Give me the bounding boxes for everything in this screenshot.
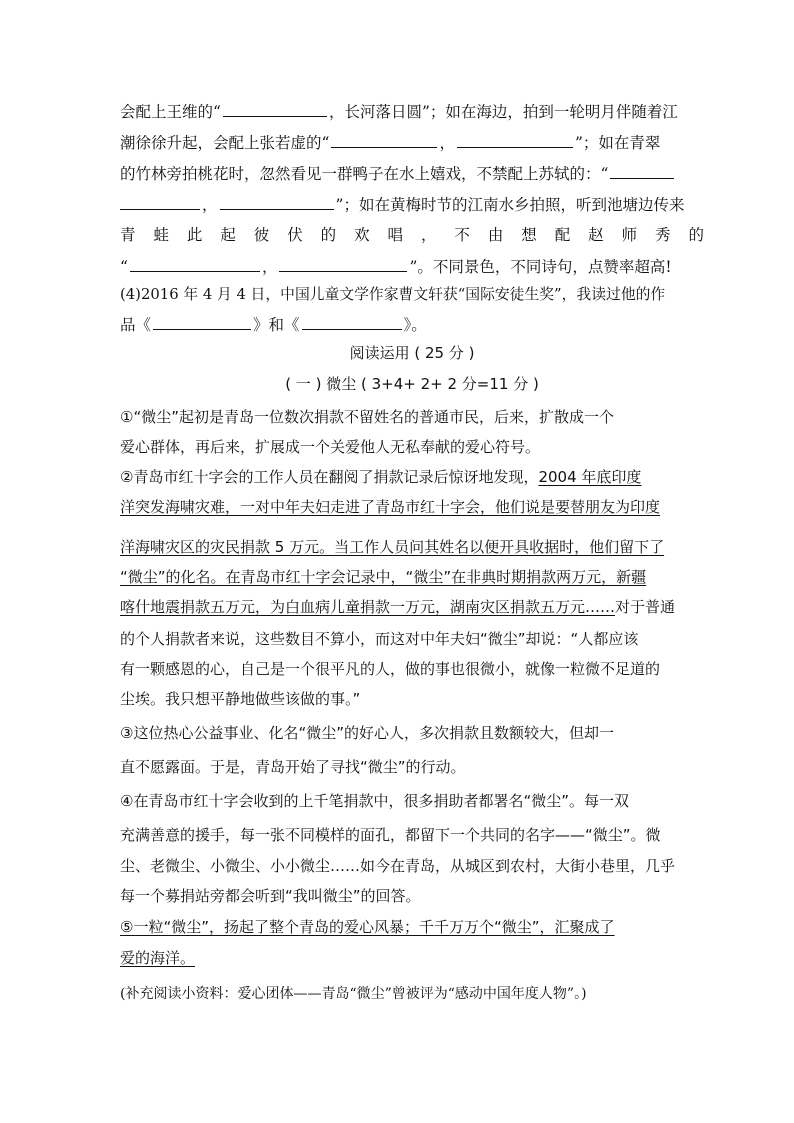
answer-blank[interactable] [331,132,437,148]
supplementary-note: (补充阅读小资料：爱心团体——青岛“微尘”曾被评为“感动中国年度人物”。) [120,986,587,1002]
answer-blank[interactable] [457,132,573,148]
answer-blank[interactable] [223,101,327,117]
poem-line-1: 会配上王维的“ ，长河落日圆”；如在海边，拍到一轮明月伴随着江 [120,103,678,121]
passage-title: ( 一 ) 微尘 ( 3+4+ 2+ 2 分=11 分 ) [285,375,539,393]
paragraph-3-line: ③这位热心公益事业、化名“微尘”的好心人，多次捐款且数额较大，但却一 [120,724,614,742]
answer-blank[interactable] [279,256,407,272]
question-4-line-2: 品《 》和《 》。 [120,316,427,334]
section-title: 阅读运用 ( 25 分 ) [349,344,475,362]
poem-line-5: 青 蛙 此 起 彼 伏 的 欢 唱 ， 不 由 想 配 赵 师 秀 的 [120,226,704,244]
paragraph-3-line: 直不愿露面。于是，青岛开始了寻找“微尘”的行动。 [120,758,466,776]
book-title-blank[interactable] [153,314,251,330]
poem-line-6: “ ， ”。不同景色，不同诗句，点赞率超高! [120,258,672,276]
paragraph-5-line: ⑤一粒“微尘”，扬起了整个青岛的爱心风暴；千千万万个“微尘”，汇聚成了 [120,918,615,936]
poem-line-3: 的竹林旁拍桃花时，忽然看见一群鸭子在水上嬉戏，不禁配上苏轼的：“ [120,163,704,184]
paragraph-4-line: 尘、老微尘、小微尘、小小微尘……如今在青岛，从城区到农村，大街小巷里，几乎 [120,857,676,875]
paragraph-2-line: ②青岛市红十字会的工作人员在翻阅了捐款记录后惊讶地发现，2004 年底印度 [120,468,642,486]
poem-line-4: ， ”；如在黄梅时节的江南水乡拍照，听到池塘边传来 [120,194,704,215]
paragraph-2-line: “微尘”的化名。在青岛市红十字会记录中，“微尘”在非典时期捐款两万元，新疆 [120,568,647,586]
paragraph-2-line: 洋突发海啸灾难，一对中年夫妇走进了青岛市红十字会，他们说是要替朋友为印度 [120,498,661,516]
paragraph-2-line: 尘埃。我只想平静地做些该做的事。” [120,690,361,708]
poem-line-2: 潮徐徐升起，会配上张若虚的“ ， ”；如在青翠 [120,134,661,152]
paragraph-1-line: ①“微尘”起初是青岛一位数次捐款不留姓名的普通市民，后来，扩散成一个 [120,408,614,426]
paragraph-2-line: 的个人捐款者来说，这些数目不算小，而这对中年夫妇“微尘”却说：“人都应该 [120,630,639,648]
answer-blank[interactable] [610,163,674,179]
paragraph-2-line: 有一颗感恩的心，自己是一个很平凡的人，做的事也很微小，就像一粒微不足道的 [120,660,661,678]
question-4-line-1: (4)2016 年 4 月 4 日，中国儿童文学作家曹文轩获“国际安徒生奖”，我读过他的作 [120,286,666,303]
paragraph-4-line: ④在青岛市红十字会收到的上千笔捐款中，很多捐助者都署名“微尘”。每一双 [120,792,629,810]
book-title-blank[interactable] [302,314,402,330]
answer-blank[interactable] [120,194,200,210]
paragraph-2-line: 喀什地震捐款五万元，为白血病儿童捐款一万元，湖南灾区捐款五万元……对于普通 [120,598,676,616]
paragraph-4-line: 充满善意的援手，每一张不同模样的面孔，都留下一个共同的名字——“微尘”。微 [120,826,661,844]
answer-blank[interactable] [130,256,260,272]
paragraph-4-line: 每一个募捐站旁都会听到“我叫微尘”的回答。 [120,887,421,905]
paragraph-1-line: 爱心群体，再后来，扩展成一个关爱他人无私奉献的爱心符号。 [120,438,541,456]
answer-blank[interactable] [220,194,334,210]
paragraph-5-line: 爱的海洋。 [120,949,196,967]
paragraph-2-line: 洋海啸灾区的灾民捐款 5 万元。当工作人员问其姓名以便开具收据时，他们留下了 [120,538,665,556]
